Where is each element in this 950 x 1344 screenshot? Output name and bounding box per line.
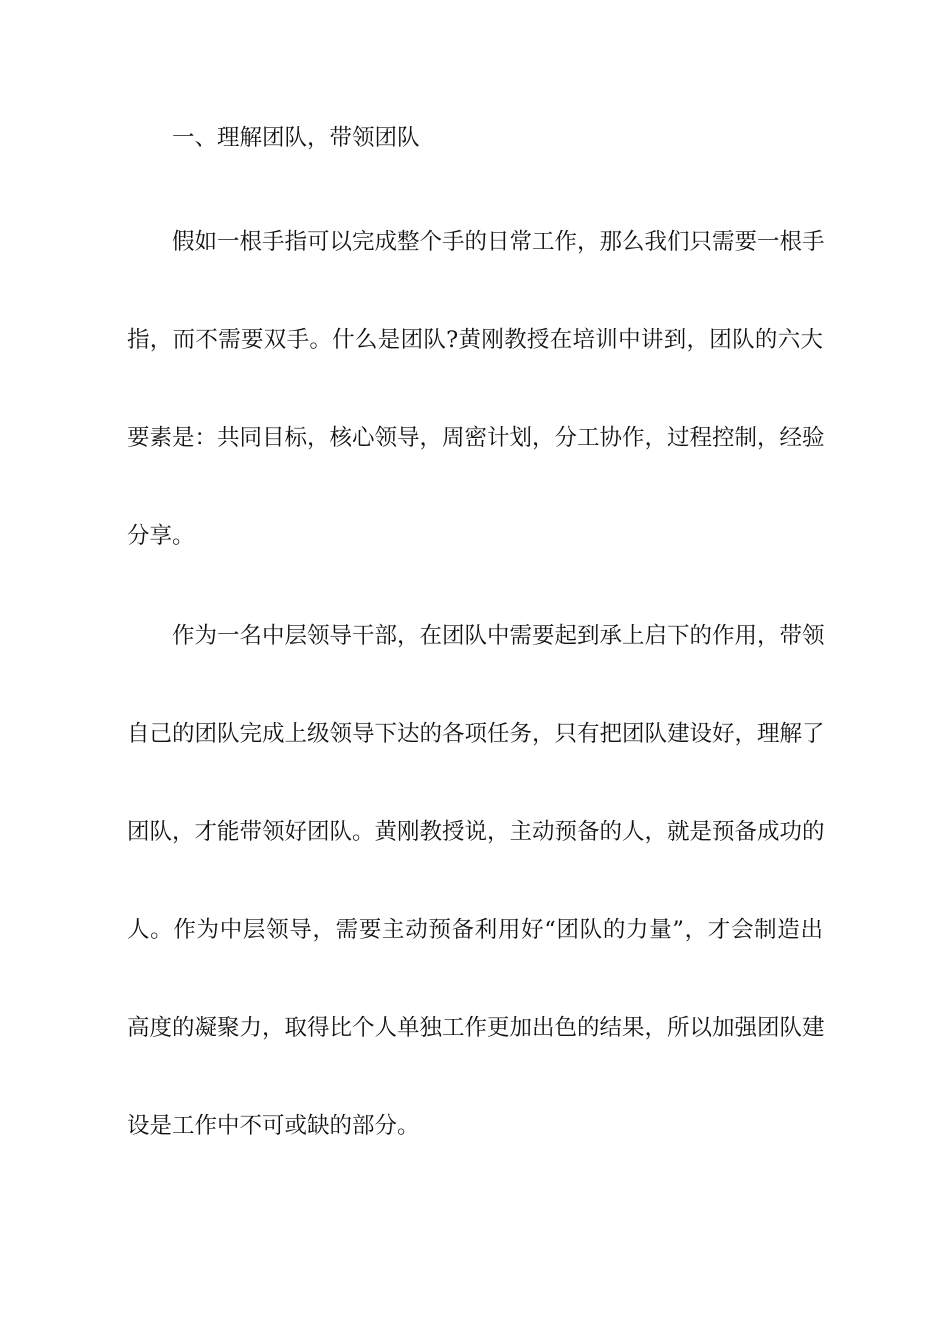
paragraph-line: 人。作为中层领导，需要主动预备利用好“团队的力量”，才会制造出 xyxy=(127,917,823,943)
paragraph-line: 自己的团队完成上级领导下达的各项任务，只有把团队建设好，理解了 xyxy=(127,721,825,747)
paragraph-line: 高度的凝聚力，取得比个人单独工作更加出色的结果，所以加强团队建 xyxy=(127,1015,825,1041)
paragraph-line: 分享。 xyxy=(127,523,195,549)
paragraph-line: 指，而不需要双手。什么是团队?黄刚教授在培训中讲到，团队的六大 xyxy=(127,327,823,353)
paragraph-line: 要素是：共同目标，核心领导，周密计划，分工协作，过程控制，经验 xyxy=(127,425,825,451)
paragraph-line: 设是工作中不可或缺的部分。 xyxy=(127,1113,420,1139)
paragraph-line: 作为一名中层领导干部，在团队中需要起到承上启下的作用，带领 xyxy=(172,623,825,649)
paragraph-line: 团队，才能带领好团队。黄刚教授说，主动预备的人，就是预备成功的 xyxy=(127,819,825,845)
paragraph-line: 假如一根手指可以完成整个手的日常工作，那么我们只需要一根手 xyxy=(172,229,825,255)
section-heading: 一、理解团队，带领团队 xyxy=(172,125,420,151)
